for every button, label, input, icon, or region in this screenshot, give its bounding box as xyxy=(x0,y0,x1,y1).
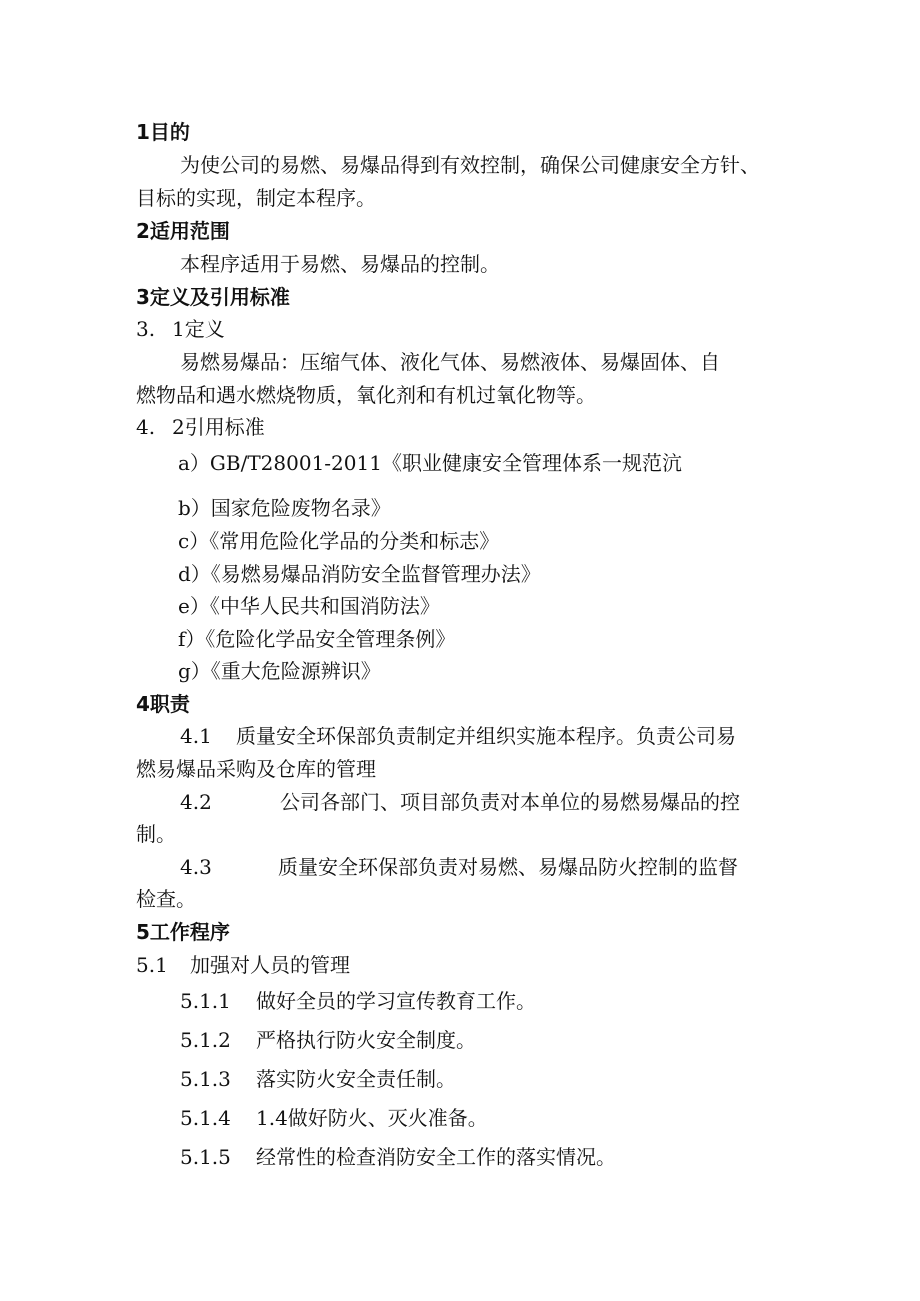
reference-item: a）GB/T28001-2011《职业健康安全管理体系一规范沆 xyxy=(178,451,682,475)
section-2-heading: 2适用范围 xyxy=(136,219,230,243)
procedure-item xyxy=(180,1145,616,1169)
procedure-item-text: 严格执行防火安全制度。 xyxy=(256,1028,476,1052)
duty-4-1-line-1 xyxy=(180,724,736,748)
duty-4-3-line-1 xyxy=(180,855,738,879)
procedure-item-text: 1.4做好防火、灭火准备。 xyxy=(256,1106,488,1130)
procedure-item xyxy=(180,1106,488,1130)
subsection-title: 2引用标准 xyxy=(172,415,265,439)
reference-item: f）《危险化学品安全管理条例》 xyxy=(178,627,456,651)
duty-4-1-line-2: 燃易爆品采购及仓库的管理 xyxy=(136,757,376,781)
duty-4-2-line-2: 制。 xyxy=(136,822,176,846)
procedure-item xyxy=(180,1067,456,1091)
section-1-heading: 1目的 xyxy=(136,120,190,144)
section-1-paragraph-line-2: 目标的实现，制定本程序。 xyxy=(136,186,376,210)
duty-text: 公司各部门、项目部负责对本单位的易燃易爆品的控 xyxy=(280,790,740,814)
procedure-item-text: 落实防火安全责任制。 xyxy=(256,1067,456,1091)
section-1-paragraph-line-1: 为使公司的易燃、易爆品得到有效控制，确保公司健康安全方针、 xyxy=(180,153,760,177)
procedure-item-text: 做好全员的学习宣传教育工作。 xyxy=(256,989,536,1013)
procedure-item xyxy=(180,1028,476,1052)
reference-item: c）《常用危险化学品的分类和标志》 xyxy=(178,529,500,553)
subsection-number: 4. xyxy=(136,415,156,439)
section-4-heading: 4职责 xyxy=(136,692,190,716)
definition-line-2: 燃物品和遇水燃烧物质，氧化剂和有机过氧化物等。 xyxy=(136,383,596,407)
definition-line-1: 易燃易爆品：压缩气体、液化气体、易燃液体、易爆固体、自 xyxy=(180,350,720,374)
duty-number: 4.3 xyxy=(180,855,212,879)
subsection-title: 1定义 xyxy=(172,317,225,341)
subsection-number: 3. xyxy=(136,317,156,341)
reference-item: b）国家危险废物名录》 xyxy=(178,496,391,520)
procedure-item-text: 经常性的检查消防安全工作的落实情况。 xyxy=(256,1145,616,1169)
procedure-item-number: 5.1.5 xyxy=(180,1145,231,1169)
subsection-3-1-heading xyxy=(136,317,225,341)
duty-4-2-line-1 xyxy=(180,790,740,814)
subsection-title: 加强对人员的管理 xyxy=(190,953,350,977)
section-3-heading: 3定义及引用标准 xyxy=(136,285,290,309)
subsection-3-2-heading xyxy=(136,415,265,439)
reference-item: e）《中华人民共和国消防法》 xyxy=(178,594,440,618)
duty-text: 质量安全环保部负责制定并组织实施本程序。负责公司易 xyxy=(236,724,736,748)
reference-item: g）《重大危险源辨识》 xyxy=(178,659,381,683)
procedure-item-number: 5.1.3 xyxy=(180,1067,231,1091)
duty-text: 质量安全环保部负责对易燃、易爆品防火控制的监督 xyxy=(278,855,738,879)
procedure-item-number: 5.1.4 xyxy=(180,1106,231,1130)
duty-number: 4.1 xyxy=(180,724,212,748)
duty-number: 4.2 xyxy=(180,790,212,814)
procedure-item-number: 5.1.2 xyxy=(180,1028,231,1052)
section-2-paragraph: 本程序适用于易燃、易爆品的控制。 xyxy=(180,252,500,276)
section-5-heading: 5工作程序 xyxy=(136,920,230,944)
subsection-5-1-heading xyxy=(136,953,350,977)
procedure-item-number: 5.1.1 xyxy=(180,989,231,1013)
subsection-number: 5.1 xyxy=(136,953,168,977)
procedure-item xyxy=(180,989,536,1013)
duty-4-3-line-2: 检查。 xyxy=(136,887,196,911)
reference-item: d）《易燃易爆品消防安全监督管理办法》 xyxy=(178,562,541,586)
